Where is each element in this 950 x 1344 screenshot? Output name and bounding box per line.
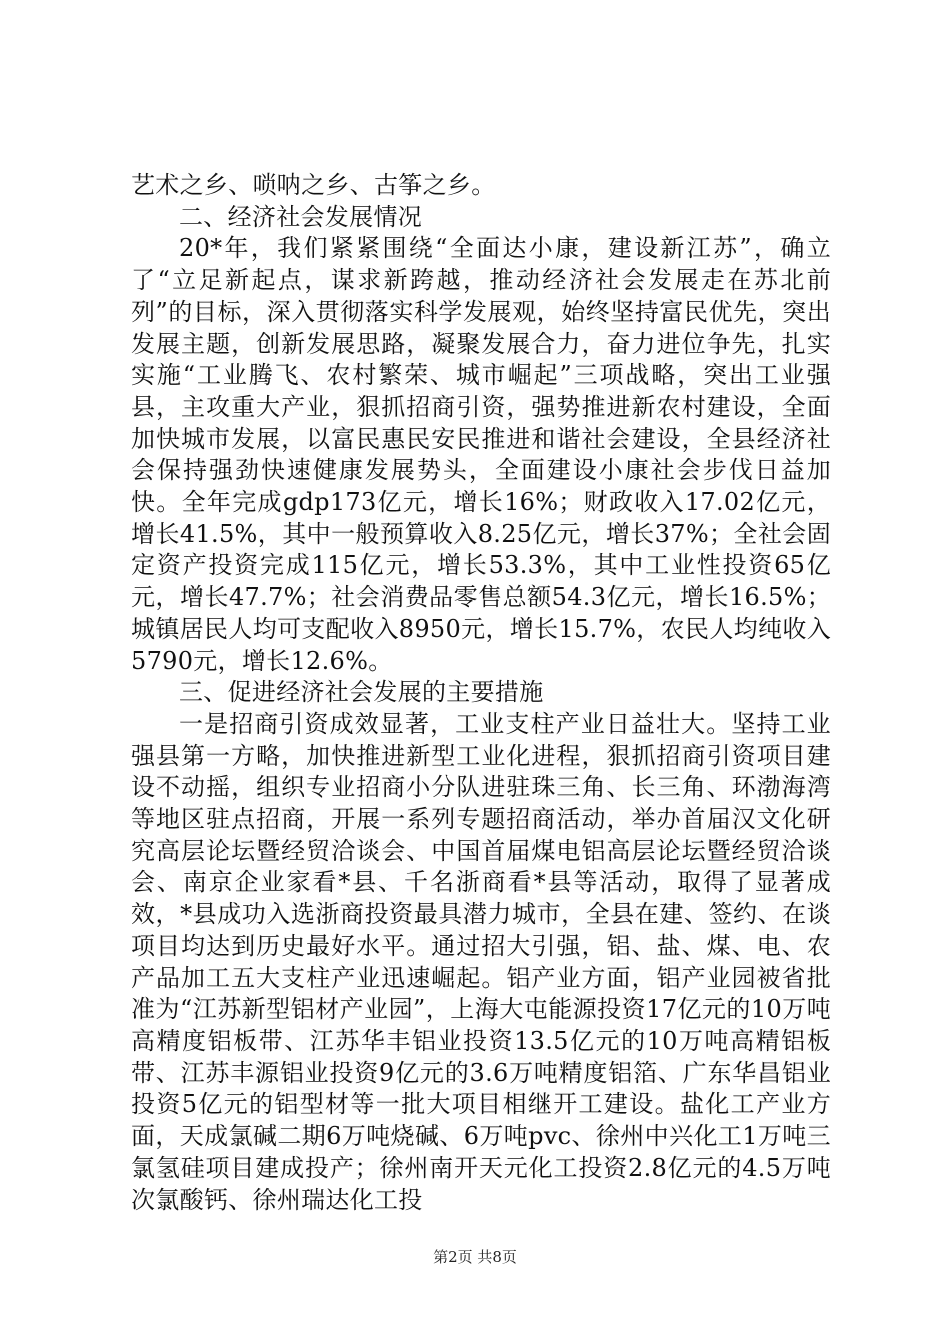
paragraph-continuation: 艺术之乡、唢呐之乡、古筝之乡。: [131, 171, 496, 199]
paragraph-economy-summary: 20*年，我们紧紧围绕“全面达小康，建设新江苏”，确立了“立足新起点，谋求新跨越，推动经济社会发展走在苏北前列”的目标，深入贯彻落实科学发展观，始终坚持富民优先，突出发展主题，创新发展思路，凝聚发展合力，奋力进位争先，扎实实施“工业腾飞、农村繁荣、城市崛起”三项战略，突出工业强县，主攻重大产业，狠抓招商引资，强势推进新农村建设，全面加快城市发展，以富民惠民安民推进和谐社会建设，全县经济社会保持强劲快速健康发展势头，全面建设小康社会步伐日益加快。全年完成gdp173亿元，增长16%；财政收入17.02亿元，增长41.5%，其中一般预算收入8.25亿元，增长37%；全社会固定资产投资完成115亿元，增长53.3%，其中工业性投资65亿元，增长47.7%；社会消费品零售总额54.3亿元，增长16.5%；城镇居民人均可支配收入8950元，增长15.7%，农民人均纯收入5790元，增长12.6%。: [131, 234, 831, 675]
section-heading-measures: 三、促进经济社会发展的主要措施: [179, 678, 544, 707]
document-body: [131, 170, 831, 1216]
section-heading-economy: 二、经济社会发展情况: [179, 202, 422, 231]
paragraph-investment-measures: 一是招商引资成效显著，工业支柱产业日益壮大。坚持工业强县第一方略，加快推进新型工业化进程，狠抓招商引资项目建设不动摇，组织专业招商小分队进驻珠三角、长三角、环渤海湾等地区驻点招商，开展一系列专题招商活动，举办首届汉文化研究高层论坛暨经贸洽谈会、中国首届煤电铝高层论坛暨经贸洽谈会、南京企业家看*县、千名浙商看*县等活动，取得了显著成效，*县成功入选浙商投资最具潜力城市，全县在建、签约、在谈项目均达到历史最好水平。通过招大引强，铝、盐、煤、电、农产品加工五大支柱产业迅速崛起。铝产业方面，铝产业园被省批准为“江苏新型铝材产业园”，上海大屯能源投资17亿元的10万吨高精度铝板带、江苏华丰铝业投资13.5亿元的10万吨高精铝板带、江苏丰源铝业投资9亿元的3.6万吨精度铝箔、广东华昌铝业投资5亿元的铝型材等一批大项目相继开工建设。盐化工产业方面，天成氯碱二期6万吨烧碱、6万吨pvc、徐州中兴化工1万吨三氯氢硅项目建成投产；徐州南开天元化工投资2.8亿元的4.5万吨次氯酸钙、徐州瑞达化工投: [131, 709, 831, 1214]
page-number-footer: 第2页 共8页: [433, 1248, 517, 1266]
